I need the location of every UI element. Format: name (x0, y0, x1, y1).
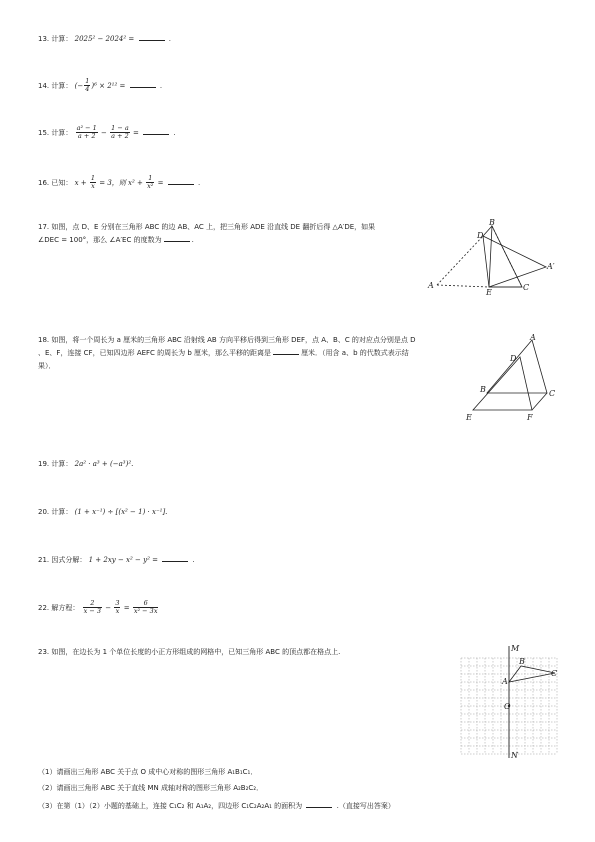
q18-figure (458, 330, 568, 425)
q15-fraction-2 (110, 125, 130, 141)
q22-label: 解方程： (51, 603, 80, 612)
q23-sub-3-text: （3）在第（1）（2）小题的基础上，连接 C₁C₂ 和 A₁A₂，四边形 C₁C₂A₂A₁ 的面积为 (38, 802, 303, 810)
q22-number: 22. (38, 603, 50, 612)
q16-answer-blank[interactable] (168, 178, 194, 185)
q21-answer-blank[interactable] (162, 555, 188, 562)
q18-triangle-abc (487, 340, 547, 393)
q17-label-a-prime: A′ (547, 262, 555, 271)
q18-label-d: D (510, 354, 517, 363)
q17-figure (425, 215, 565, 300)
question-13 (38, 34, 171, 43)
q13-answer-blank[interactable] (139, 34, 165, 41)
q23-sub-2 (38, 785, 263, 792)
q17-triangle-dbe (489, 226, 522, 287)
q13-expression: 2025² − 2024² = (74, 35, 135, 43)
q17-period: . (191, 236, 194, 244)
q18-line-2-wrap (38, 347, 468, 360)
q22-f3-num: 6 (133, 600, 159, 608)
q22-f3-den: x² − 3x (133, 607, 158, 616)
q17-label-b: B (489, 218, 495, 227)
q17-label-e: E (486, 288, 492, 297)
q16-label: 已知： (51, 178, 73, 187)
q18-label-b: B (480, 385, 486, 394)
q16-period: . (197, 178, 201, 187)
q13-period: . (168, 35, 171, 43)
question-14 (38, 78, 162, 94)
q17-answer-blank[interactable] (164, 235, 190, 242)
q23-label-b: B (519, 657, 525, 666)
q15-fraction-1 (76, 125, 98, 141)
q13-number: 13. (38, 35, 50, 43)
q23-sub-1-text: （1）请画出三角形 ABC 关于点 O 成中心对称的图形三角形 A₁B₁C₁． (38, 768, 258, 776)
q20-label: 计算： (51, 508, 73, 516)
q16-fraction-1 (90, 175, 96, 191)
q16-number: 16. (38, 178, 50, 187)
q17-line-2: ∠DEC = 100°，那么 ∠A′EC 的度数为 (38, 236, 162, 244)
q17-label-c: C (523, 283, 530, 292)
q23-sub-3-end: .（直接写出答案） (336, 802, 395, 810)
question-17 (38, 221, 428, 247)
q18-segment-cf (532, 393, 547, 410)
q18-label-a: A (530, 333, 536, 342)
q21-label: 因式分解： (51, 556, 87, 564)
q14-period: . (159, 81, 163, 90)
q17-segment-db (483, 226, 492, 236)
q17-folded-triangle (483, 236, 546, 287)
question-21 (38, 555, 195, 564)
question-15 (38, 125, 176, 141)
q17-dashed-ae (437, 285, 489, 287)
q20-number: 20. (38, 508, 50, 516)
q22-equals: = (123, 603, 130, 612)
question-16 (38, 175, 200, 191)
q16-middle: = 3，则 x² + (99, 178, 143, 187)
q14-label: 计算： (51, 81, 73, 90)
q14-fraction (84, 78, 90, 94)
q22-fraction-3 (133, 600, 159, 616)
q15-minus: − (101, 128, 107, 137)
q23-line-1: 23. 如图，在边长为 1 个单位长度的小正方形组成的网格中，已知三角形 ABC 的顶点都在格点上. (38, 648, 341, 656)
q18-line-2: 、E、F，连接 CF，已知四边形 AEFC 的周长为 b 厘米，那么平移的距离是 (38, 349, 272, 357)
q18-line-1: 18. 如图，将一个周长为 a 厘米的三角形 ABC 沿射线 AB 方向平移后得到三角形 DEF，点 A、B、C 的对应点分别是点 D (38, 336, 416, 344)
q22-f2-den: x (115, 607, 120, 616)
q22-f1-num: 2 (83, 600, 102, 608)
question-20 (38, 509, 167, 516)
q22-minus: − (105, 603, 112, 612)
q15-period: . (173, 128, 176, 137)
q14-answer-blank[interactable] (130, 81, 156, 88)
q23-sub-2-text: （2）请画出三角形 ABC 关于直线 MN 成轴对称的图形三角形 A₂B₂C₂． (38, 784, 264, 792)
q18-label-e: E (466, 413, 472, 422)
q17-label-a: A (428, 281, 434, 290)
q14-number: 14. (38, 81, 50, 90)
q23-label-a: A (502, 677, 508, 686)
q14-frac-den: 4 (85, 85, 90, 94)
q18-label-f: F (527, 413, 533, 422)
q16-f1-den: x (91, 182, 95, 191)
q18-answer-blank[interactable] (273, 348, 299, 355)
q20-expression: (1 + x⁻¹) ÷ [(x² − 1) · x⁻¹]. (74, 508, 168, 516)
q17-label-d: D (477, 231, 484, 240)
q22-f1-den: x − 3 (83, 607, 101, 616)
q23-grid-figure (452, 642, 562, 762)
q13-label: 计算： (51, 35, 73, 43)
q17-dashed-ad (437, 236, 483, 285)
q15-f2-num: 1 − a (111, 124, 129, 132)
question-18 (38, 334, 468, 373)
q19-number: 19. (38, 460, 50, 468)
q17-line-1: 17. 如图，点 D、E 分别在三角形 ABC 的边 AB、AC 上，把三角形 ADE 沿直线 DE 翻折后得 △A′DE，如果 (38, 223, 376, 231)
q18-line-3: 果）． (38, 362, 56, 370)
q15-equals: = (132, 128, 139, 137)
question-19 (38, 461, 133, 468)
q14-open: (− (74, 81, 84, 90)
q23-sub-1 (38, 769, 257, 776)
q18-label-c: C (549, 389, 556, 398)
q15-f1-den: a + 2 (77, 132, 96, 141)
q17-segment-de (483, 236, 522, 287)
q21-expression: 1 + 2xy − x² − y² = (88, 556, 158, 564)
q23-label-c: C (551, 669, 558, 678)
q16-f1-num: 1 (90, 174, 96, 182)
q16-f2-num: 1 (146, 175, 154, 183)
q22-fraction-2 (114, 600, 120, 616)
q15-f2-den: a + 2 (111, 132, 129, 141)
q16-x-plus: x + (74, 178, 87, 187)
q18-triangle-def (473, 357, 532, 410)
q14-frac-num: 1 (85, 77, 90, 85)
q16-f2-den: x² (147, 182, 154, 191)
q23-label-n: N (511, 751, 518, 760)
q21-number: 21. (38, 556, 50, 564)
q22-f2-num: 3 (115, 599, 120, 607)
q15-f1-num: a² − 1 (76, 124, 97, 132)
q18-line-2b: 厘米．（用含 a、b 的代数式表示结 (301, 349, 409, 357)
q22-fraction-1 (83, 600, 102, 616)
question-22 (38, 600, 159, 616)
q16-fraction-2 (146, 175, 154, 191)
q15-answer-blank[interactable] (143, 128, 169, 135)
q15-number: 15. (38, 128, 50, 137)
q23-label-m: M (511, 644, 520, 653)
q19-label: 计算： (51, 460, 73, 468)
q15-label: 计算： (51, 128, 73, 137)
q14-rest: )⁶ × 2¹² = (91, 81, 126, 90)
q21-period: . (192, 556, 195, 564)
q23-label-o: O (504, 702, 511, 711)
q23-sub-3 (38, 801, 395, 810)
q16-equals: = (157, 178, 164, 187)
question-23 (38, 649, 340, 656)
q19-expression: 2a² · a³ + (−a³)². (74, 460, 134, 468)
q23-answer-blank[interactable] (306, 801, 332, 808)
q17-line-2-wrap (38, 234, 428, 247)
